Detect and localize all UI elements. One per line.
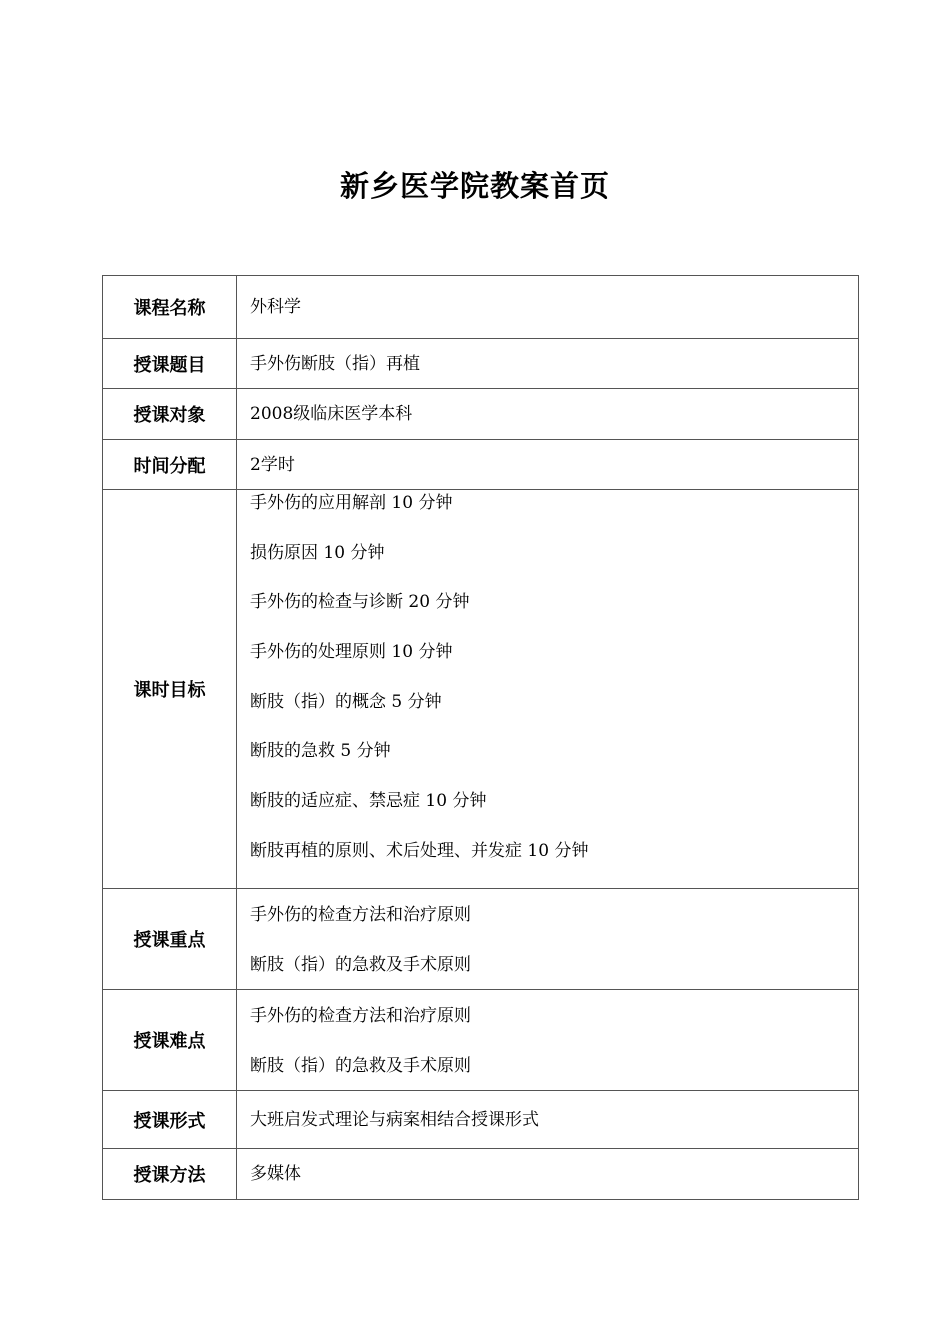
lesson-plan-table [102, 275, 859, 1200]
class-goals-label: 课时目标 [103, 490, 237, 889]
teaching-form-value [237, 1091, 859, 1149]
list-item: 手外伤的应用解剖 10 分钟 [250, 493, 453, 513]
table-row-teaching-method [103, 1149, 859, 1200]
list-item: 手外伤的检查方法和治疗原则 [250, 905, 471, 925]
course-name-text: 外科学 [250, 297, 301, 317]
list-item: 断肢（指）的急救及手术原则 [250, 1056, 471, 1076]
topic-value [237, 339, 859, 389]
key-points-label: 授课重点 [103, 889, 237, 990]
list-item: 断肢（指）的概念 5 分钟 [250, 691, 442, 712]
teaching-form-label: 授课形式 [103, 1091, 237, 1149]
list-item: 断肢的适应症、禁忌症 10 分钟 [250, 791, 487, 812]
course-name-value [237, 276, 859, 339]
topic-text: 手外伤断肢（指）再植 [250, 353, 420, 374]
difficult-points-label: 授课难点 [103, 990, 237, 1091]
table-row-topic [103, 339, 859, 389]
table-row-course-name [103, 276, 859, 339]
audience-value [237, 389, 859, 440]
teaching-method-label: 授课方法 [103, 1149, 237, 1200]
teaching-method-value [237, 1149, 859, 1200]
audience-label: 授课对象 [103, 389, 237, 440]
table-row-class-goals [103, 490, 859, 889]
key-points-value [237, 889, 859, 990]
list-item: 手外伤的检查与诊断 20 分钟 [250, 592, 470, 613]
list-item: 断肢再植的原则、术后处理、并发症 10 分钟 [250, 840, 589, 861]
audience-text: 2008级临床医学本科 [250, 404, 413, 424]
list-item: 手外伤的处理原则 10 分钟 [250, 642, 453, 663]
difficult-points-value [237, 990, 859, 1091]
class-goals-value [237, 490, 859, 889]
course-name-label: 课程名称 [103, 276, 237, 339]
teaching-form-text: 大班启发式理论与病案相结合授课形式 [250, 1109, 539, 1130]
topic-label: 授课题目 [103, 339, 237, 389]
list-item: 断肢的急救 5 分钟 [250, 741, 391, 762]
page-title: 新乡医学院教案首页 [339, 169, 610, 203]
time-allocation-value [237, 440, 859, 490]
table-row-audience [103, 389, 859, 440]
time-allocation-text: 2学时 [250, 454, 295, 475]
list-item: 断肢（指）的急救及手术原则 [250, 955, 471, 975]
time-allocation-label: 时间分配 [103, 440, 237, 490]
list-item: 手外伤的检查方法和治疗原则 [250, 1006, 471, 1026]
table-row-difficult-points [103, 990, 859, 1091]
table-row-time-allocation [103, 440, 859, 490]
table-row-teaching-form [103, 1091, 859, 1149]
list-item: 损伤原因 10 分钟 [250, 542, 385, 563]
table-row-key-points [103, 889, 859, 990]
teaching-method-text: 多媒体 [250, 1164, 301, 1184]
